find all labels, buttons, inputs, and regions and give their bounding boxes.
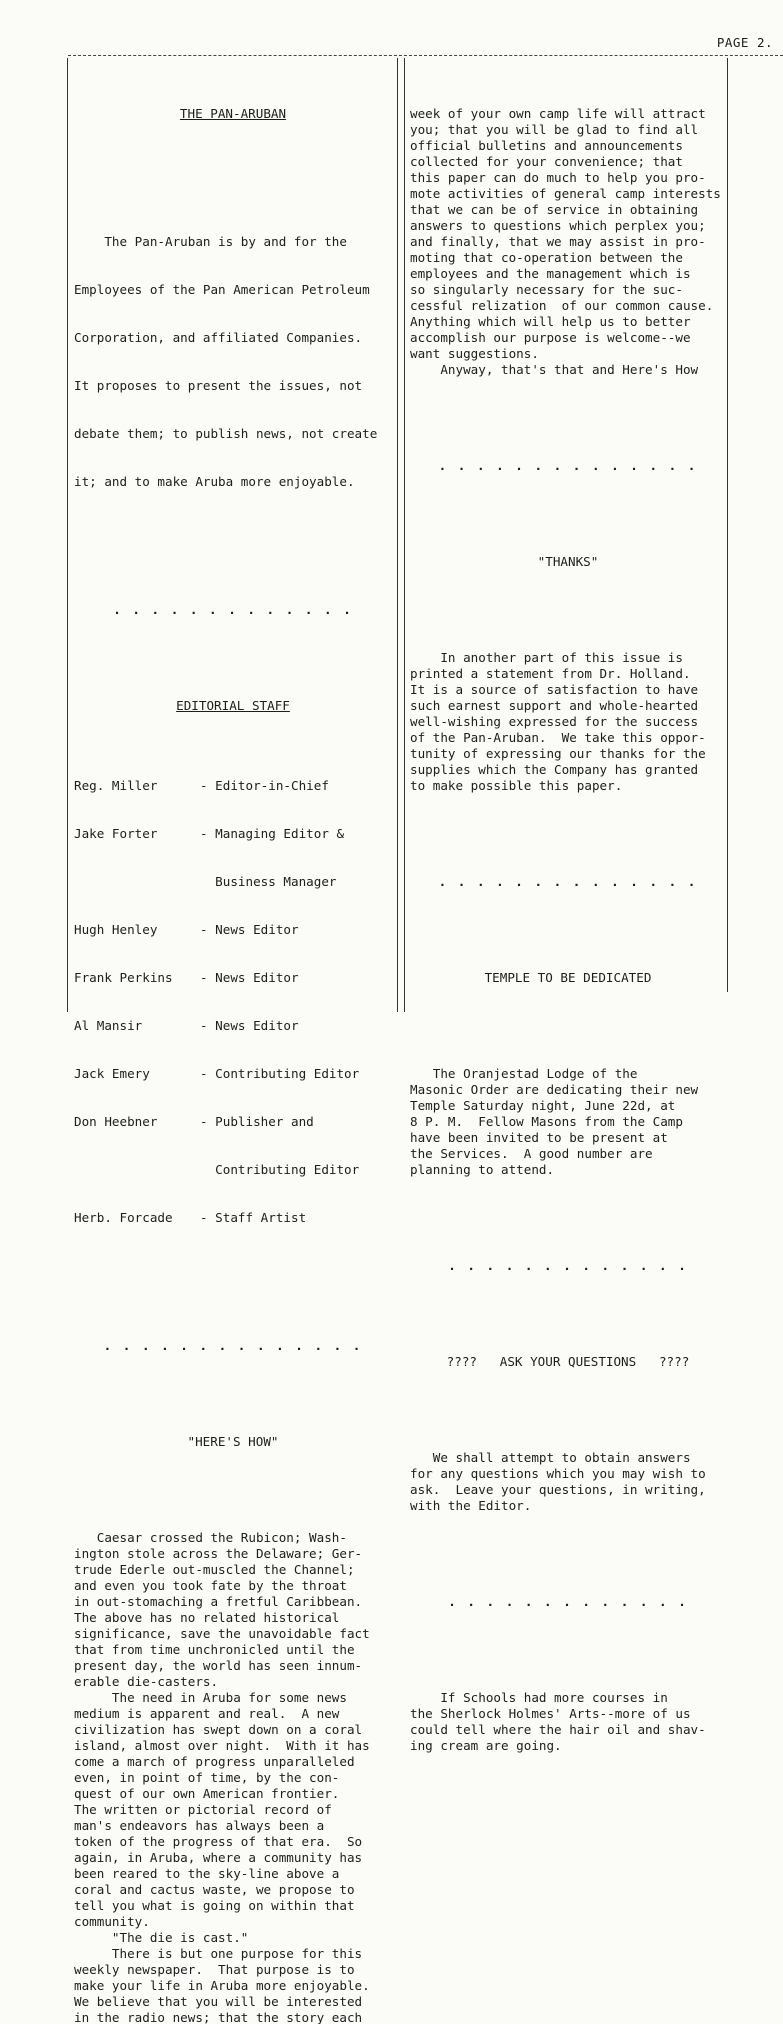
right-column xyxy=(410,74,726,1786)
temple-title: TEMPLE TO BE DEDICATED xyxy=(484,970,652,985)
staff-row xyxy=(74,1018,392,1034)
text-line: it; and to make Aruba more enjoyable. xyxy=(74,474,355,489)
text-line: this paper can do much to help you pro- xyxy=(410,170,706,185)
questions-title: ???? ASK YOUR QUESTIONS ???? xyxy=(446,1354,690,1369)
staff-role: - News Editor xyxy=(200,1018,299,1033)
text-line: that we can be of service in obtaining xyxy=(410,202,699,217)
text-line: tell you what is going on within that xyxy=(74,1898,355,1913)
text-line: token of the progress of that era. So xyxy=(74,1834,363,1849)
text-line: in the radio news; that the story each xyxy=(74,2010,363,2024)
text-line: tunity of expressing our thanks for the xyxy=(410,746,706,761)
text-line: collected for your convenience; that xyxy=(410,154,683,169)
text-line: and even you took fate by the throat xyxy=(74,1578,347,1593)
text-line: In another part of this issue is xyxy=(410,650,683,665)
text-line: week of your own camp life will attract xyxy=(410,106,706,121)
text-line: in out-stomaching a fretful Caribbean. xyxy=(74,1594,363,1609)
text-line: Temple Saturday night, June 22d, at xyxy=(410,1098,676,1113)
text-line: It is a source of satisfaction to have xyxy=(410,682,699,697)
text-line: planning to attend. xyxy=(410,1162,555,1177)
text-line: We believe that you will be interested xyxy=(74,1994,363,2009)
text-line: with the Editor. xyxy=(410,1498,532,1513)
temple-article xyxy=(410,1066,726,1178)
staff-role: Contributing Editor xyxy=(200,1162,360,1177)
staff-row xyxy=(74,1114,392,1130)
text-line: have been invited to be present at xyxy=(410,1130,668,1145)
text-line: community. xyxy=(74,1914,150,1929)
heres-how-article xyxy=(74,1530,392,2024)
text-line: mote activities of general camp interests xyxy=(410,186,721,201)
text-line: that from time unchronicled until the xyxy=(74,1642,355,1657)
text-line: It proposes to present the issues, not xyxy=(74,378,363,393)
staff-role: - Editor-in-Chief xyxy=(200,778,329,793)
staff-role: - Publisher and xyxy=(200,1114,314,1129)
text-line: present day, the world has seen innum- xyxy=(74,1658,363,1673)
text-line: Anyway, that's that and Here's How xyxy=(410,362,699,377)
text-line: to make possible this paper. xyxy=(410,778,623,793)
staff-row xyxy=(74,778,392,794)
masthead-title: THE PAN-ARUBAN xyxy=(179,106,287,121)
staff-role: - News Editor xyxy=(200,922,299,937)
text-line: Employees of the Pan American Petroleum xyxy=(74,282,370,297)
staff-name: Don Heebner xyxy=(74,1114,158,1129)
text-line: cessful relization of our common cause. xyxy=(410,298,714,313)
page-number: PAGE 2. xyxy=(716,35,773,50)
staff-role: Business Manager xyxy=(200,874,337,889)
text-line: Corporation, and affiliated Companies. xyxy=(74,330,363,345)
text-line: civilization has swept down on a coral xyxy=(74,1722,363,1737)
text-line: Anything which will help us to better xyxy=(410,314,691,329)
text-line: If Schools had more courses in xyxy=(410,1690,668,1705)
text-line: supplies which the Company has granted xyxy=(410,762,699,777)
staff-name: Al Mansir xyxy=(74,1018,143,1033)
staff-title: EDITORIAL STAFF xyxy=(176,698,290,713)
text-line: for any questions which you may wish to xyxy=(410,1466,706,1481)
staff-row xyxy=(74,1210,392,1226)
text-line: man's endeavors has always been a xyxy=(74,1818,325,1833)
text-line: the Sherlock Holmes' Arts--more of us xyxy=(410,1706,691,1721)
staff-row xyxy=(74,874,392,890)
top-dashed-rule xyxy=(68,55,783,56)
staff-name: Herb. Forcade xyxy=(74,1210,173,1225)
text-line: Caesar crossed the Rubicon; Wash- xyxy=(74,1530,347,1545)
staff-name: Jake Forter xyxy=(74,826,158,841)
text-line: come a march of progress unparalleled xyxy=(74,1754,355,1769)
text-line: again, in Aruba, where a community has xyxy=(74,1850,363,1865)
staff-role: - Staff Artist xyxy=(200,1210,307,1225)
staff-row xyxy=(74,826,392,842)
text-line: quest of our own American frontier. xyxy=(74,1786,340,1801)
text-line: "The die is cast." xyxy=(74,1930,249,1945)
staff-name: Hugh Henley xyxy=(74,922,158,937)
staff-list xyxy=(74,746,392,1258)
intro-paragraph xyxy=(74,202,392,522)
text-line: employees and the management which is xyxy=(410,266,691,281)
center-rule-right xyxy=(404,58,405,1012)
staff-name: Jack Emery xyxy=(74,1066,150,1081)
text-line: weekly newspaper. That purpose is to xyxy=(74,1962,355,1977)
text-line: been reared to the sky-line above a xyxy=(74,1866,340,1881)
text-line: ask. Leave your questions, in writing, xyxy=(410,1482,706,1497)
left-column-rule xyxy=(67,58,68,1012)
dot-separator: . . . . . . . . . . . . . xyxy=(113,602,353,617)
text-line: debate them; to publish news, not create xyxy=(74,426,378,441)
staff-role: - Managing Editor & xyxy=(200,826,345,841)
staff-name xyxy=(74,1162,200,1178)
text-line: erable die-casters. xyxy=(74,1674,219,1689)
staff-name: Frank Perkins xyxy=(74,970,173,985)
text-line: want suggestions. xyxy=(410,346,539,361)
text-line: The above has no related historical xyxy=(74,1610,340,1625)
dot-separator: . . . . . . . . . . . . . . xyxy=(438,874,698,889)
thanks-title: "THANKS" xyxy=(537,554,599,569)
sherlock-article xyxy=(410,1690,726,1754)
dot-separator: . . . . . . . . . . . . . xyxy=(448,1594,688,1609)
text-line: There is but one purpose for this xyxy=(74,1946,363,1961)
text-line: official bulletins and announcements xyxy=(410,138,683,153)
text-line: ing cream are going. xyxy=(410,1738,562,1753)
text-line: coral and cactus waste, we propose to xyxy=(74,1882,355,1897)
text-line: medium is apparent and real. A new xyxy=(74,1706,340,1721)
text-line: could tell where the hair oil and shav- xyxy=(410,1722,706,1737)
text-line: significance, save the unavoidable fact xyxy=(74,1626,370,1641)
text-line: Masonic Order are dedicating their new xyxy=(410,1082,699,1097)
staff-role: - Contributing Editor xyxy=(200,1066,360,1081)
text-line: even, in point of time, by the con- xyxy=(74,1770,340,1785)
staff-row xyxy=(74,1162,392,1178)
text-line: of the Pan-Aruban. We take this oppor- xyxy=(410,730,706,745)
text-line: printed a statement from Dr. Holland. xyxy=(410,666,691,681)
heres-how-continued xyxy=(410,106,726,378)
text-line: and finally, that we may assist in pro- xyxy=(410,234,706,249)
text-line: so singularly necessary for the suc- xyxy=(410,282,683,297)
text-line: The Oranjestad Lodge of the xyxy=(410,1066,638,1081)
text-line: the Services. A good number are xyxy=(410,1146,653,1161)
text-line: answers to questions which perplex you; xyxy=(410,218,706,233)
text-line: trude Ederle out-muscled the Channel; xyxy=(74,1562,355,1577)
heres-how-title: "HERE'S HOW" xyxy=(187,1434,279,1449)
text-line: island, almost over night. With it has xyxy=(74,1738,370,1753)
text-line: such earnest support and whole-hearted xyxy=(410,698,699,713)
text-line: 8 P. M. Fellow Masons from the Camp xyxy=(410,1114,683,1129)
staff-row xyxy=(74,922,392,938)
thanks-article xyxy=(410,650,726,794)
text-line: The written or pictorial record of xyxy=(74,1802,332,1817)
text-line: moting that co-operation between the xyxy=(410,250,683,265)
left-column xyxy=(74,74,392,2024)
dot-separator: . . . . . . . . . . . . . . xyxy=(438,458,698,473)
center-rule-left xyxy=(397,58,398,1012)
text-line: accomplish our purpose is welcome--we xyxy=(410,330,691,345)
dot-separator: . . . . . . . . . . . . . xyxy=(448,1258,688,1273)
questions-article xyxy=(410,1450,726,1514)
text-line: ington stole across the Delaware; Ger- xyxy=(74,1546,363,1561)
text-line: The Pan-Aruban is by and for the xyxy=(74,234,347,249)
text-line: We shall attempt to obtain answers xyxy=(410,1450,691,1465)
staff-name xyxy=(74,874,200,890)
staff-row xyxy=(74,970,392,986)
text-line: well-wishing expressed for the success xyxy=(410,714,699,729)
right-column-rule xyxy=(727,58,728,992)
dot-separator: . . . . . . . . . . . . . . xyxy=(103,1338,363,1353)
text-line: The need in Aruba for some news xyxy=(74,1690,347,1705)
text-line: make your life in Aruba more enjoyable. xyxy=(74,1978,370,1993)
staff-row xyxy=(74,1066,392,1082)
staff-role: - News Editor xyxy=(200,970,299,985)
text-line: you; that you will be glad to find all xyxy=(410,122,699,137)
staff-name: Reg. Miller xyxy=(74,778,158,793)
